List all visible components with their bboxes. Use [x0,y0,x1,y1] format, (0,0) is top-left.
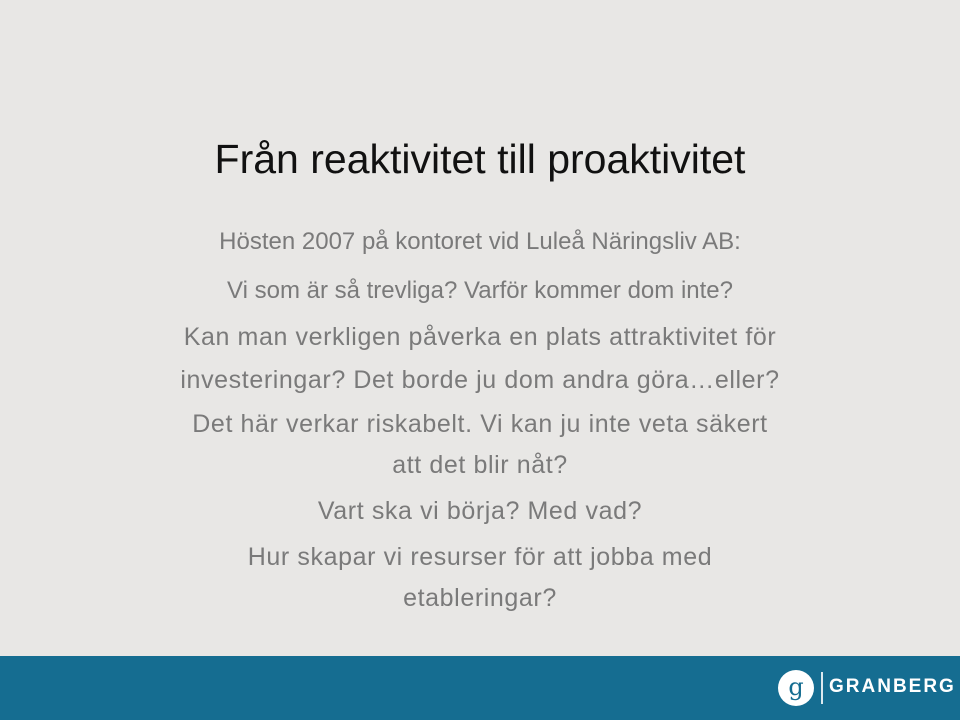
body-line-3: Kan man verkligen påverka en plats attraktivitet för [183,323,777,351]
body-line-6: att det blir nåt? [392,451,568,479]
logo-letter: g [788,673,804,701]
body-line-8: Hur skapar vi resurser för att jobba med [247,543,713,571]
body-line-9: etableringar? [403,584,557,612]
footer-bar [0,656,960,720]
granberg-logo-icon [778,670,814,706]
body-line-7: Vart ska vi börja? Med vad? [317,497,643,525]
body-line-5: Det här verkar riskabelt. Vi kan ju inte veta säkert [192,410,768,438]
slide-title: Från reaktivitet till proaktivitet [214,136,746,182]
logo-wordmark: GRANBERG [829,676,956,697]
body-line-2: Vi som är så trevliga? Varför kommer dom inte? [227,277,733,304]
logo-divider [821,672,823,704]
body-line-4: investeringar? Det borde ju dom andra göra…eller? [180,366,780,394]
body-line-1: Hösten 2007 på kontoret vid Luleå Näringsliv AB: [219,228,741,255]
